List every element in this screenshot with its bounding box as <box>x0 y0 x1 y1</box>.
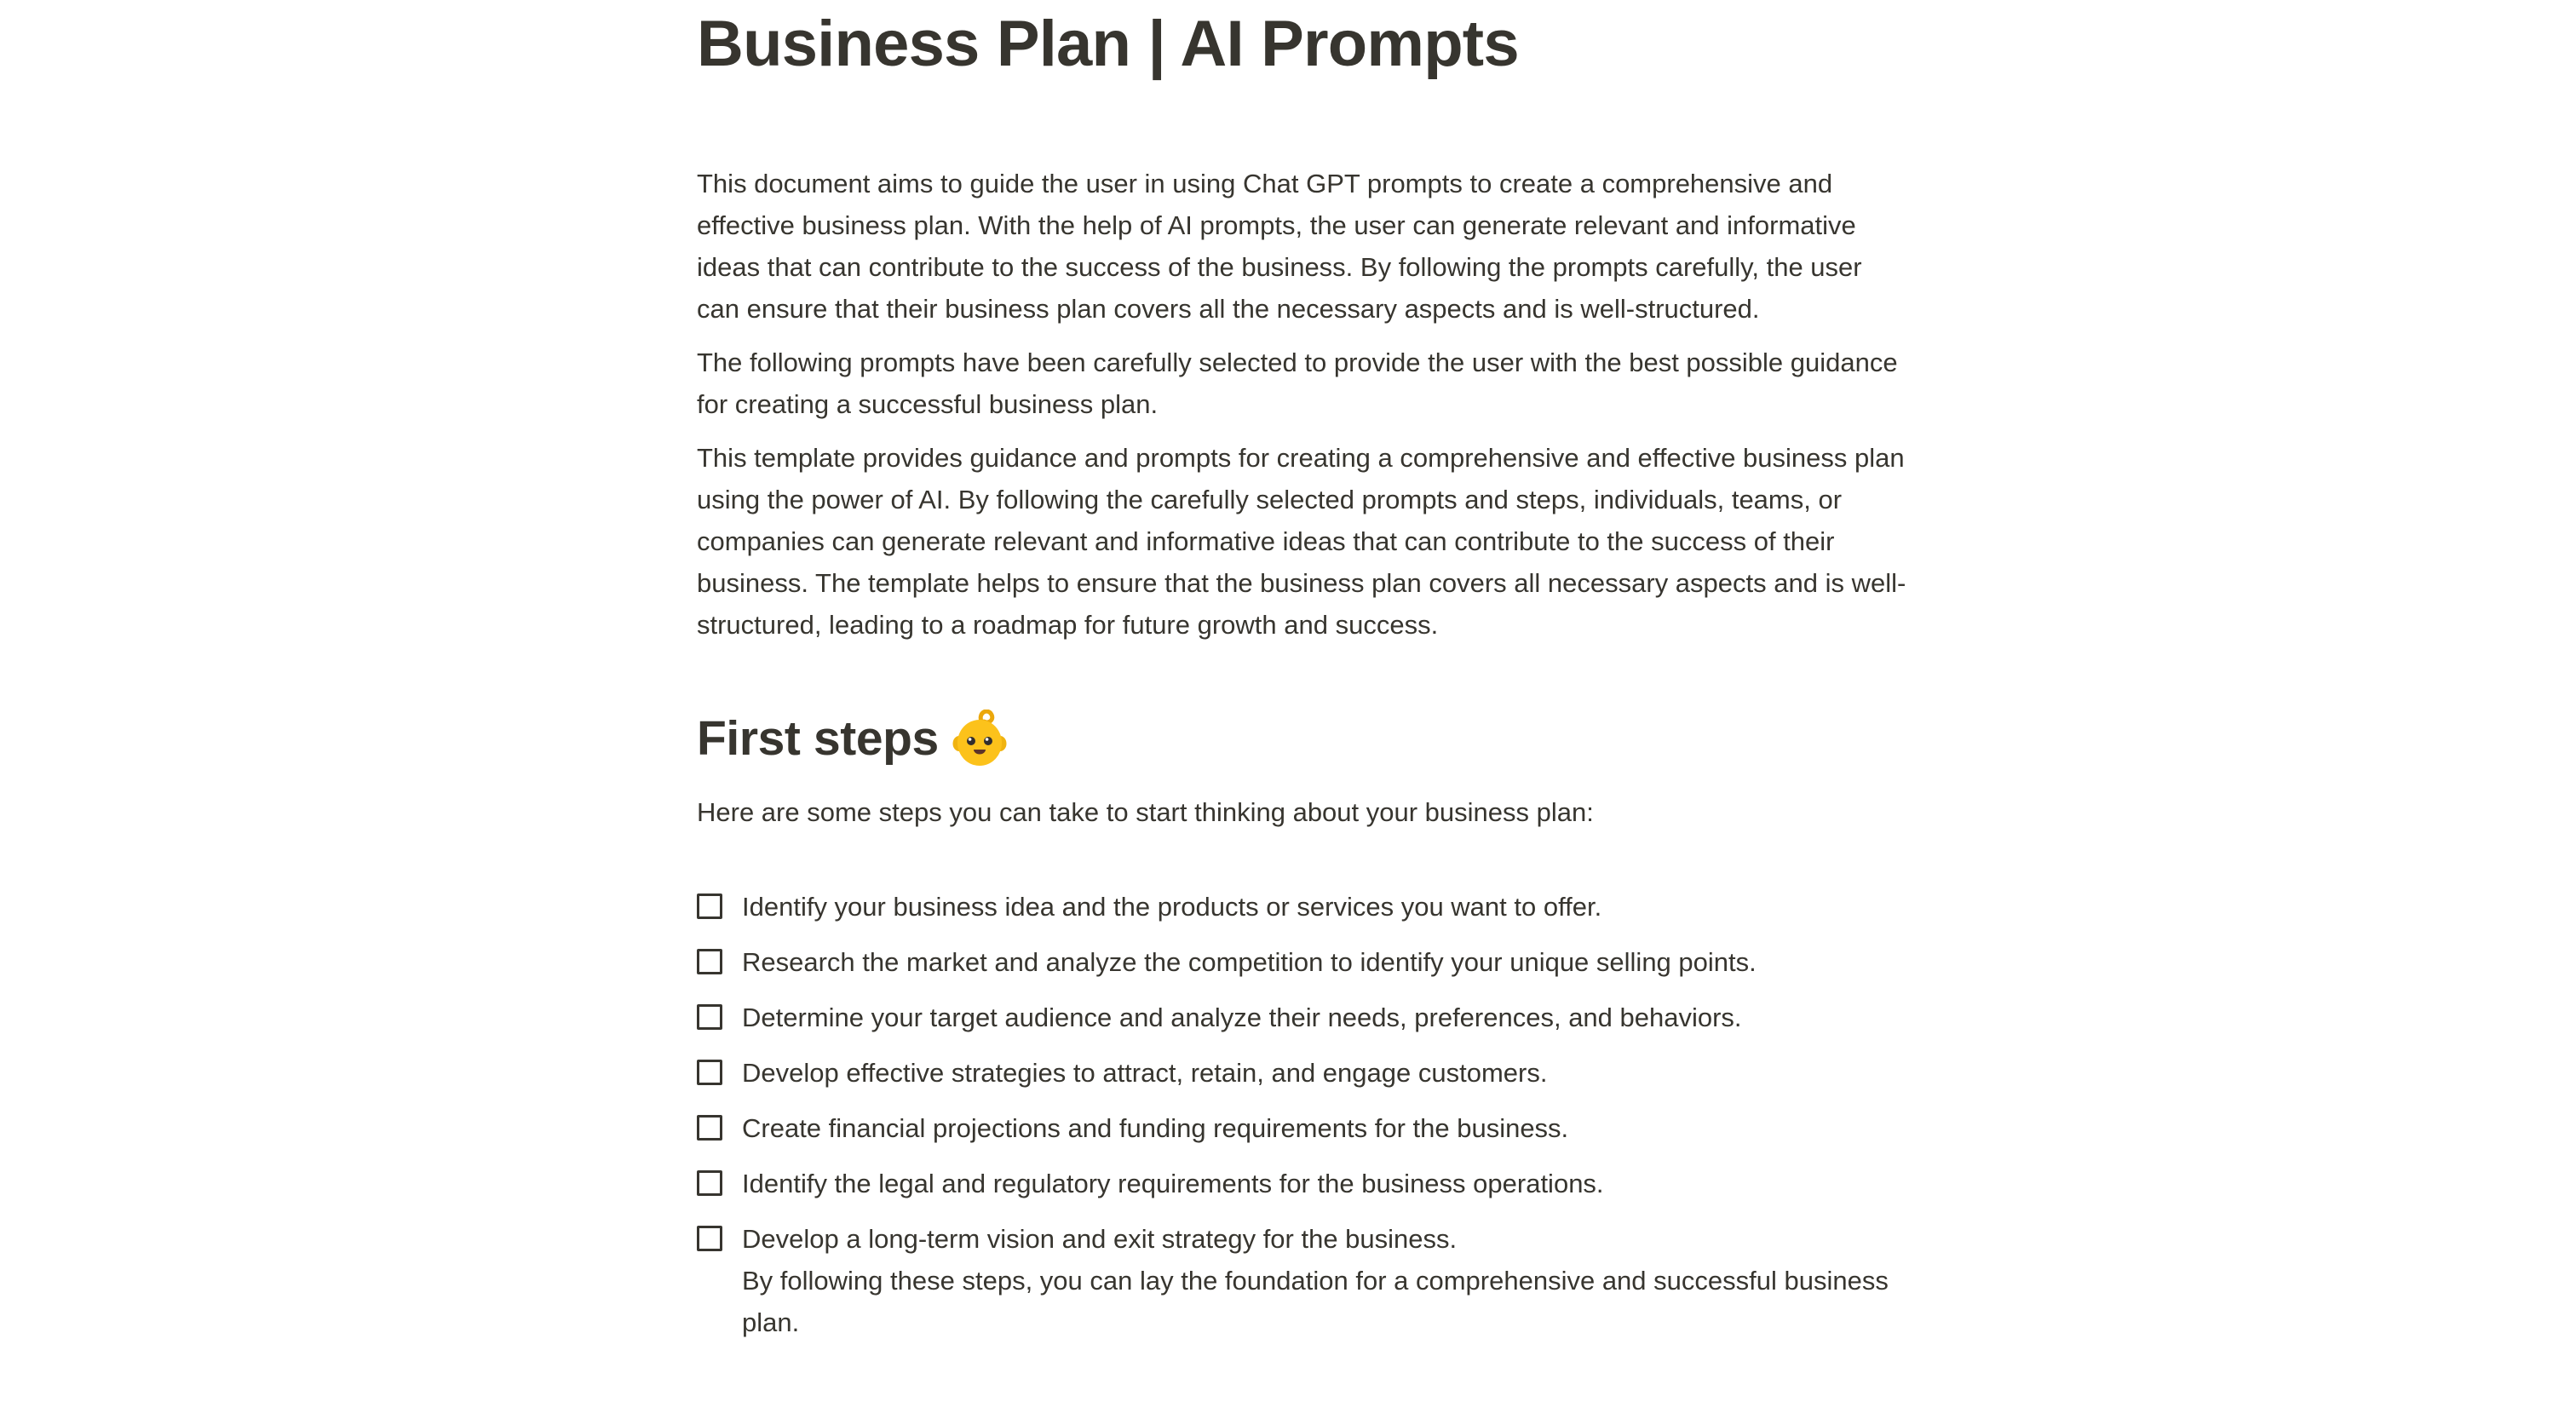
todo-item <box>697 941 1910 983</box>
todo-item <box>697 1107 1910 1149</box>
todo-label: Create financial projections and funding requirements for the business. <box>742 1113 1569 1144</box>
document-page <box>697 0 1910 1357</box>
todo-checkbox[interactable] <box>697 1004 722 1030</box>
todo-checkbox[interactable] <box>697 1170 722 1196</box>
section-heading <box>697 710 1910 767</box>
todo-item <box>697 1163 1910 1204</box>
todo-checkbox[interactable] <box>697 1115 722 1141</box>
todo-label: Develop effective strategies to attract, retain, and engage customers. <box>742 1058 1548 1089</box>
todo-label: Identify the legal and regulatory requirements for the business operations. <box>742 1169 1604 1199</box>
paragraph: This template provides guidance and prompts for creating a comprehensive and effective business plan using the power of AI. By following the carefully selected prompts and steps, individuals, teams, or companies can generate relevant and informative ideas that can contribute to the success of their business. The template helps to ensure that the business plan covers all necessary aspects and is well-structured, leading to a roadmap for future growth and success. <box>697 443 1906 641</box>
paragraph: This document aims to guide the user in using Chat GPT prompts to create a comprehensive and effective business plan. With the help of AI prompts, the user can generate relevant and informative ideas that can contribute to the success of the business. By following the prompts carefully, the user can ensure that their business plan covers all the necessary aspects and is well-structured. <box>697 169 1862 325</box>
page-title: Business Plan | AI Prompts <box>697 8 1519 80</box>
todo-label: Determine your target audience and analyze their needs, preferences, and behaviors. <box>742 1003 1742 1033</box>
intro-text: Here are some steps you can take to start thinking about your business plan: <box>697 797 1594 828</box>
todo-note: By following these steps, you can lay the foundation for a comprehensive and successful business plan. <box>742 1266 1889 1338</box>
section-heading-text: First steps <box>697 711 939 767</box>
todo-label: Develop a long-term vision and exit strategy for the business. <box>742 1224 1458 1255</box>
todo-item <box>697 1052 1910 1094</box>
todo-item <box>697 1218 1910 1343</box>
todo-list <box>697 886 1910 1343</box>
todo-label: Research the market and analyze the competition to identify your unique selling points. <box>742 947 1757 978</box>
todo-item <box>697 886 1910 928</box>
todo-label: Identify your business idea and the products or services you want to offer. <box>742 892 1602 922</box>
todo-checkbox[interactable] <box>697 1226 722 1251</box>
todo-item <box>697 997 1910 1038</box>
paragraph: The following prompts have been carefully selected to provide the user with the best possible guidance for creating a successful business plan. <box>697 348 1898 420</box>
todo-checkbox[interactable] <box>697 893 722 919</box>
todo-checkbox[interactable] <box>697 1060 722 1085</box>
todo-checkbox[interactable] <box>697 949 722 974</box>
baby-emoji-icon <box>952 710 1007 767</box>
